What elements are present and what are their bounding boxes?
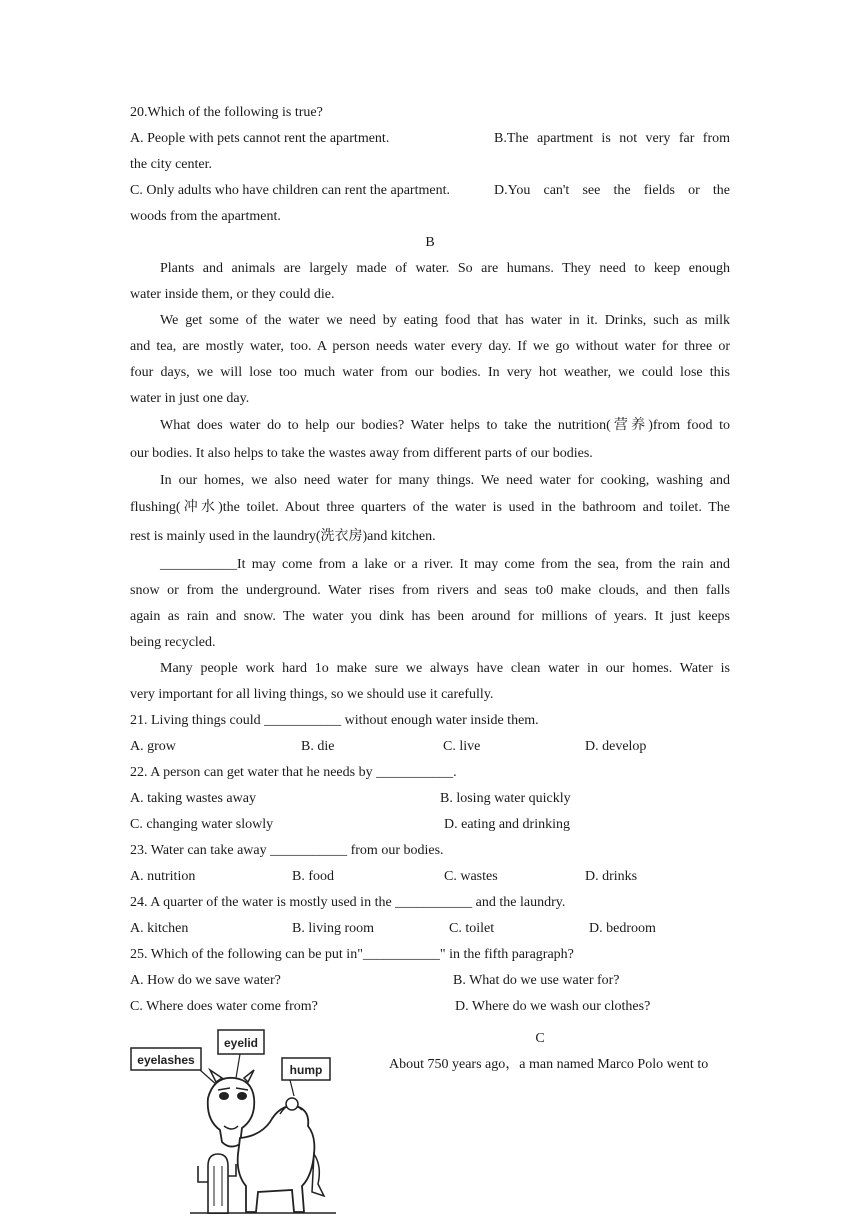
paragraph-line: snow or from the underground. Water rises from rivers and seas to0 make clouds, and then falls [130,583,730,598]
option-d: D. drinks [585,869,638,884]
option-a: A. kitchen [130,921,189,936]
q21-options [130,734,730,760]
option-b: B. living room [292,921,375,936]
section-b-heading: B [425,235,435,250]
paragraph-line: flushing(冲水)the toilet. About three quarters of the water is used in the bathroom and toilet. The [130,500,730,515]
paragraph-line: being recycled. [130,635,216,650]
q23-options [130,864,730,890]
paragraph-line: What does water do to help our bodies? Water helps to take the nutrition(营养)from food to [160,418,730,433]
label-hump: hump [289,1063,323,1077]
q25-options-row-1 [130,968,730,994]
q20-option-c: C. Only adults who have children can rent the apartment. [130,183,450,198]
q22-options-row-1 [130,786,730,812]
q20-option-b-end: the city center. [130,157,213,172]
paragraph-line: four days, we will lose too much water from our bodies. In very hot weather, we could lose this [130,365,730,380]
paragraph-line: ___________It may come from a lake or a river. It may come from the sea, from the rain and [160,557,730,572]
q23-stem: 23. Water can take away ___________ from our bodies. [130,843,444,858]
option-d: D. bedroom [589,921,656,936]
option-b: B. losing water quickly [440,791,571,806]
section-c-heading: C [535,1031,545,1046]
paragraph-line: Many people work hard 1o make sure we always have clean water in our homes. Water is [160,661,730,676]
option-a: A. grow [130,739,176,754]
paragraph-line: Plants and animals are largely made of water. So are humans. They need to keep enough [160,261,730,276]
q20-option-d-start: D.You can't see the fields or the [494,183,730,198]
paragraph-line: water in just one day. [130,391,250,406]
q24-stem: 24. A quarter of the water is mostly used in the ___________ and the laundry. [130,895,566,910]
q22-options-row-2 [130,812,730,838]
paragraph-line: rest is mainly used in the laundry(洗衣房)and kitchen. [130,529,436,544]
q21-stem: 21. Living things could ___________ without enough water inside them. [130,713,539,728]
option-c: C. live [443,739,481,754]
paragraph-line: We get some of the water we need by eating food that has water in it. Drinks, such as milk [160,313,730,328]
option-c: C. wastes [444,869,498,884]
q20-option-b-start: B.The apartment is not very far from [494,131,730,146]
option-b: B. What do we use water for? [453,973,620,988]
option-a: A. nutrition [130,869,196,884]
label-eyelid: eyelid [223,1036,259,1050]
q22-stem: 22. A person can get water that he needs by ___________. [130,765,457,780]
option-d: D. develop [585,739,647,754]
q20-option-a: A. People with pets cannot rent the apartment. [130,131,390,146]
q25-stem: 25. Which of the following can be put in"___________" in the fifth paragraph? [130,947,574,962]
option-a: A. taking wastes away [130,791,256,806]
paragraph-line: very important for all living things, so we should use it carefully. [130,687,494,702]
section-c-first-line: About 750 years ago，a man named Marco Polo went to [389,1057,709,1072]
option-b: B. die [301,739,335,754]
document-page [130,100,730,1020]
q25-options-row-2 [130,994,730,1020]
label-eyelashes: eyelashes [137,1053,195,1067]
option-d: D. eating and drinking [444,817,570,832]
option-d: D. Where do we wash our clothes? [455,999,651,1014]
paragraph-line: our bodies. It also helps to take the wastes away from different parts of our bodies. [130,446,593,461]
option-c: C. Where does water come from? [130,999,318,1014]
q20-stem: 20.Which of the following is true? [130,105,323,120]
camel-illustration [130,1026,336,1214]
paragraph-line: In our homes, we also need water for many things. We need water for cooking, washing and [160,473,730,488]
q24-options [130,916,730,942]
option-a: A. How do we save water? [130,973,281,988]
option-c: C. toilet [449,921,495,936]
q20-option-d-end: woods from the apartment. [130,209,281,224]
option-c: C. changing water slowly [130,817,274,832]
q20-row-1 [130,126,730,152]
q20-row-2 [130,178,730,204]
paragraph-line: and tea, are mostly water, too. A person needs water every day. If we go without water for three or [130,339,730,354]
paragraph-line: water inside them, or they could die. [130,287,335,302]
paragraph-line: again as rain and snow. The water you dink has been around for millions of years. It just keeps [130,609,730,624]
option-b: B. food [292,869,334,884]
